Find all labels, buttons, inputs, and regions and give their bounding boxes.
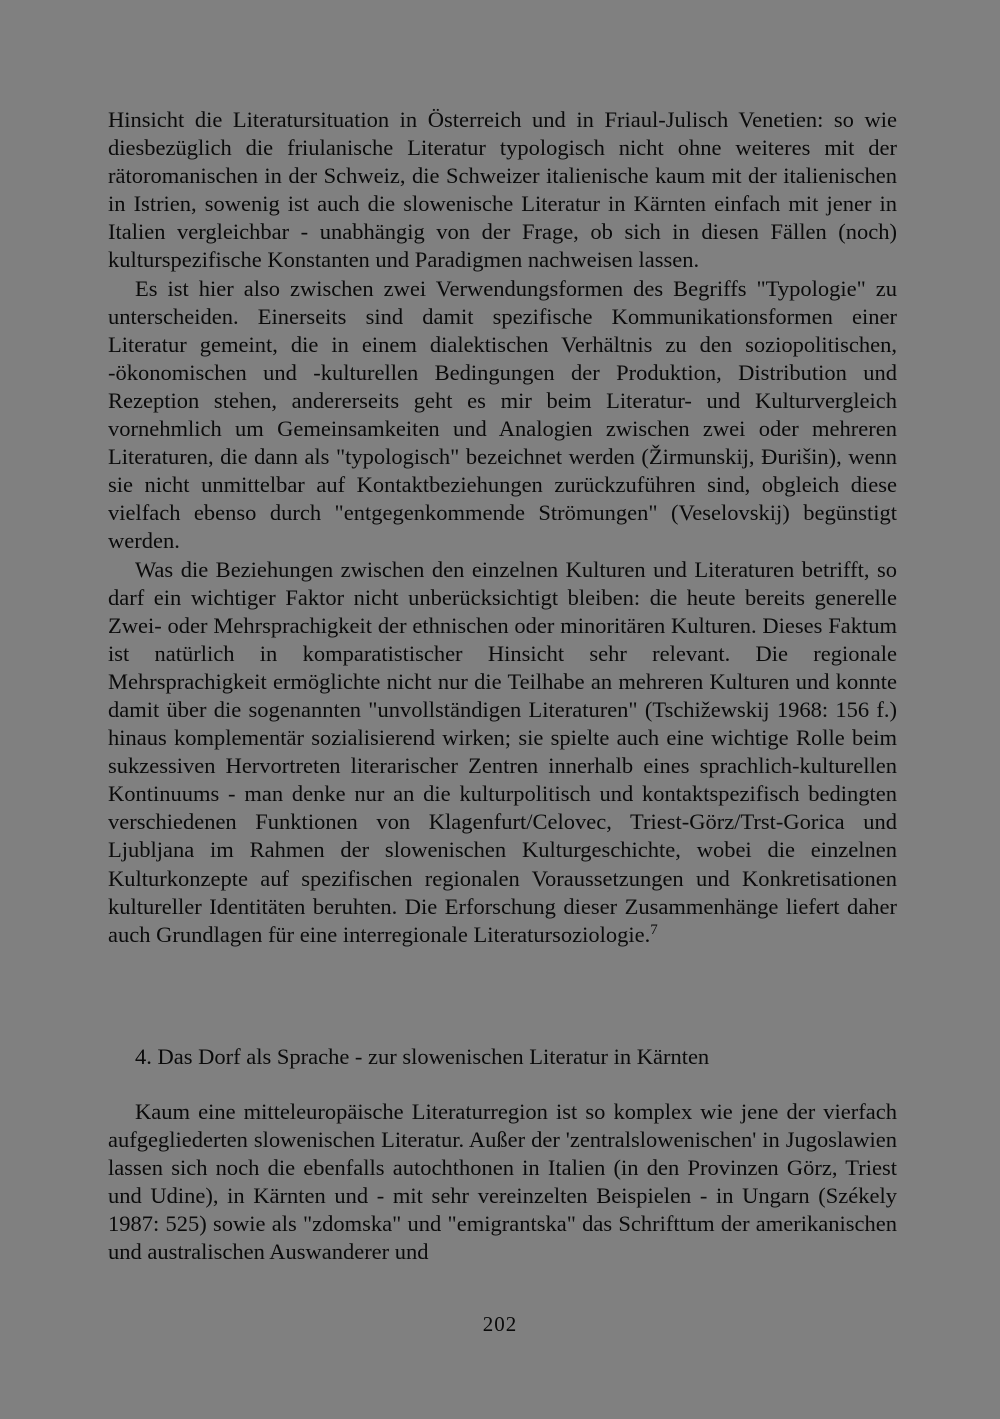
section-heading: 4. Das Dorf als Sprache - zur slowenischen Literatur in Kärnten (135, 1044, 710, 1069)
body-text-bottom (108, 1098, 897, 1267)
paragraph-beziehungen-text: Was die Beziehungen zwischen den einzelnen Kulturen und Literaturen betrifft, so darf ein wichtiger Faktor nicht unberücksichtigt bleiben: die heute bereits generelle Zwei- oder Mehrsprachigkeit der ethnischen oder minoritären Kulturen. Dieses Faktum ist natürlich in komparatistischer Hinsicht sehr relevant. Die regionale Mehrsprachigkeit ermöglichte nicht nur die Teilhabe an mehreren Kulturen und konnte damit über die sogenannten "unvollständigen Literaturen" (Tschižewskij 1968: 156 f.) hinaus komplementär sozialisierend wirken; sie spielte auch eine wichtige Rolle beim sukzessiven Hervortreten literarischer Zentren innerhalb eines sprachlich-kulturellen Kontinuums - man denke nur an die kulturpolitisch und kontaktspezifisch bedingten verschiedenen Funktionen von Klagenfurt/Celovec, Triest-Görz/Trst-Gorica und Ljubljana im Rahmen der slowenischen Kulturgeschichte, wobei die einzelnen Kulturkonzepte auf spezifischen regionalen Voraussetzungen und Konkretisationen kultureller Identitäten beruhten. Die Erforschung dieser Zusammenhänge liefert daher auch Grundlagen für eine interregionale Literatursoziologie. (108, 556, 897, 947)
paragraph-kaum: Kaum eine mitteleuropäische Literaturregion ist so komplex wie jene der vierfach aufgegliederten slowenischen Literatur. Außer der 'zentralslowenischen' in Jugoslawien lassen sich noch die ebenfalls autochthonen in Italien (in den Provinzen Görz, Triest und Udine), in Kärnten und - mit sehr vereinzelten Beispielen - in Ungarn (Székely 1987: 525) sowie als "zdomska" und "emigrantska" das Schrifttum der amerikanischen und australischen Auswanderer und (108, 1099, 897, 1265)
footnote-ref-7[interactable]: 7 (650, 921, 658, 938)
page-number: 202 (482, 1312, 518, 1336)
paragraph-continued: Hinsicht die Literatursituation in Österreich und in Friaul-Julisch Venetien: so wie diesbezüglich die friulanische Literatur typologisch nicht ohne weiteres mit der rätoromanischen in der Schweiz, die Schweizer italienische kaum mit der italienischen in Istrien, sowenig ist auch die slowenische Literatur in Kärnten einfach mit jener in Italien vergleichbar - unabhängig von der Frage, ob sich in diesen Fällen (noch) kulturspezifische Konstanten und Paradigmen nachweisen lassen. (108, 107, 897, 273)
paragraph-beziehungen (108, 556, 897, 949)
body-text-top (108, 106, 897, 949)
paragraph-typologie: Es ist hier also zwischen zwei Verwendungsformen des Begriffs "Typologie" zu unterscheiden. Einerseits sind damit spezifische Kommunikationsformen einer Literatur gemeint, die in einem dialektischen Verhältnis zu den soziopolitischen, -ökonomischen und -kulturellen Bedingungen der Produktion, Distribution und Rezeption stehen, andererseits geht es mir beim Literatur- und Kulturvergleich vornehmlich um Gemeinsamkeiten und Analogien zwischen zwei oder mehreren Literaturen, die dann als "typologisch" bezeichnet werden (Žirmunskij, Đurišin), wenn sie nicht unmittelbar auf Kontaktbeziehungen zurückzuführen sind, obgleich diese vielfach ebenso durch "entgegenkommende Strömungen" (Veselovskij) begünstigt werden. (108, 275, 897, 554)
